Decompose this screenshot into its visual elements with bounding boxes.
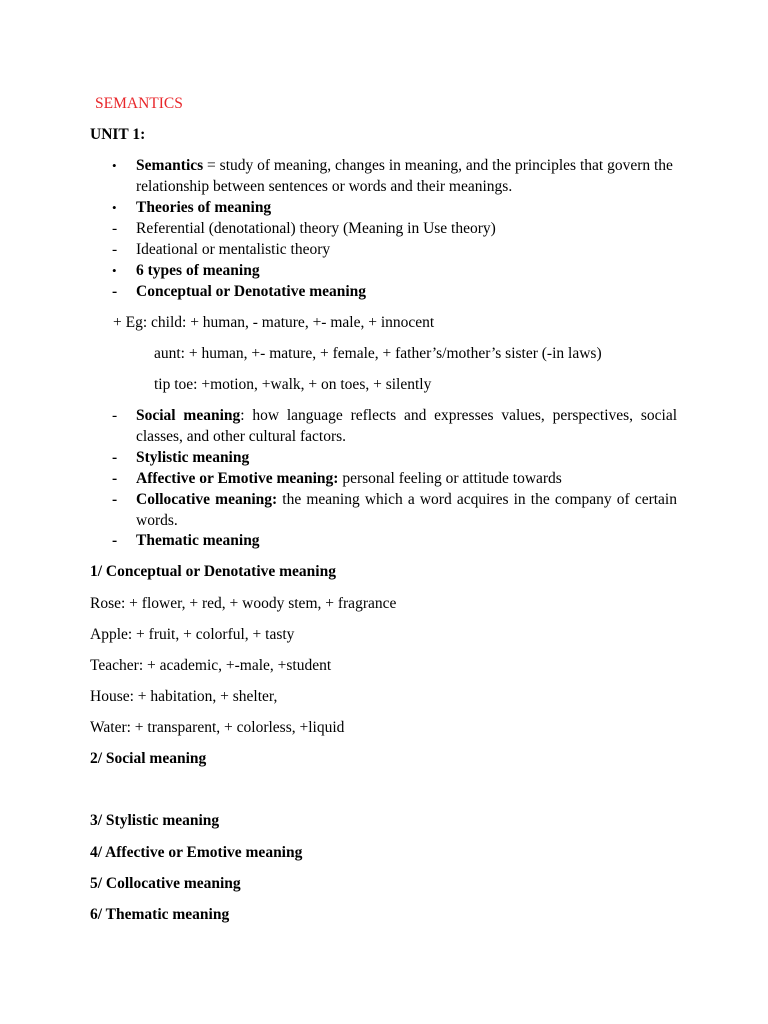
bullet-marker: • [112,200,117,215]
list-item-thematic: Thematic meaning [136,532,260,549]
section-heading-social: 2/ Social meaning [90,750,207,767]
dash-marker: - [112,283,118,300]
unit-heading: UNIT 1: [90,126,146,143]
example-line: Water: + transparent, + colorless, +liquid [90,719,345,736]
example-child: + Eg: child: + human, - mature, +- male, + innocent [113,314,435,331]
definition: the meaning which a word acquires in the company of certain words. [136,491,677,529]
term: Semantics [136,157,204,174]
document-title: SEMANTICS [95,95,183,112]
dash-marker: - [112,491,118,508]
definition: : how language reflects and expresses values, perspectives, social classes, and other cultural factors. [136,407,678,445]
list-item-social [136,405,677,447]
term: Social meaning [136,407,241,424]
list-item-affective [136,468,677,489]
example-line: Teacher: + academic, +-male, +student [90,657,332,674]
definition: = study of meaning, changes in meaning, and the principles that govern the relationship between sentences or words and their meanings. [136,157,673,195]
list-item-ideational-theory: Ideational or mentalistic theory [136,241,331,258]
example-aunt: aunt: + human, +- mature, + female, + father’s/mother’s sister (-in laws) [154,345,602,362]
term: Collocative meaning: [136,491,278,508]
definition: personal feeling or attitude towards [338,470,562,487]
list-item-conceptual: Conceptual or Denotative meaning [136,283,367,300]
section-heading-affective: 4/ Affective or Emotive meaning [90,844,303,861]
dash-marker: - [112,470,118,487]
list-item-referential-theory: Referential (denotational) theory (Meaning in Use theory) [136,220,496,237]
section-heading-collocative: 5/ Collocative meaning [90,875,241,892]
dash-marker: - [112,532,118,549]
section-heading-stylistic: 3/ Stylistic meaning [90,812,220,829]
bullet-marker: • [112,263,117,278]
dash-marker: - [112,241,118,258]
list-item-six-types: 6 types of meaning [136,262,260,279]
example-line: House: + habitation, + shelter, [90,688,278,705]
list-item-theories: Theories of meaning [136,199,272,216]
example-line: Apple: + fruit, + colorful, + tasty [90,626,295,643]
dash-marker: - [112,220,118,237]
section-heading-thematic: 6/ Thematic meaning [90,906,230,923]
term: Affective or Emotive meaning: [136,470,339,487]
section-heading-conceptual: 1/ Conceptual or Denotative meaning [90,563,336,580]
example-line: Rose: + flower, + red, + woody stem, + fragrance [90,595,397,612]
list-item-stylistic: Stylistic meaning [136,449,250,466]
bullet-marker: • [112,158,117,173]
dash-marker: - [112,449,118,466]
list-item-semantics [136,155,677,197]
example-tiptoe: tip toe: +motion, +walk, + on toes, + silently [154,376,432,393]
dash-marker: - [112,407,118,424]
list-item-collocative [136,489,677,531]
